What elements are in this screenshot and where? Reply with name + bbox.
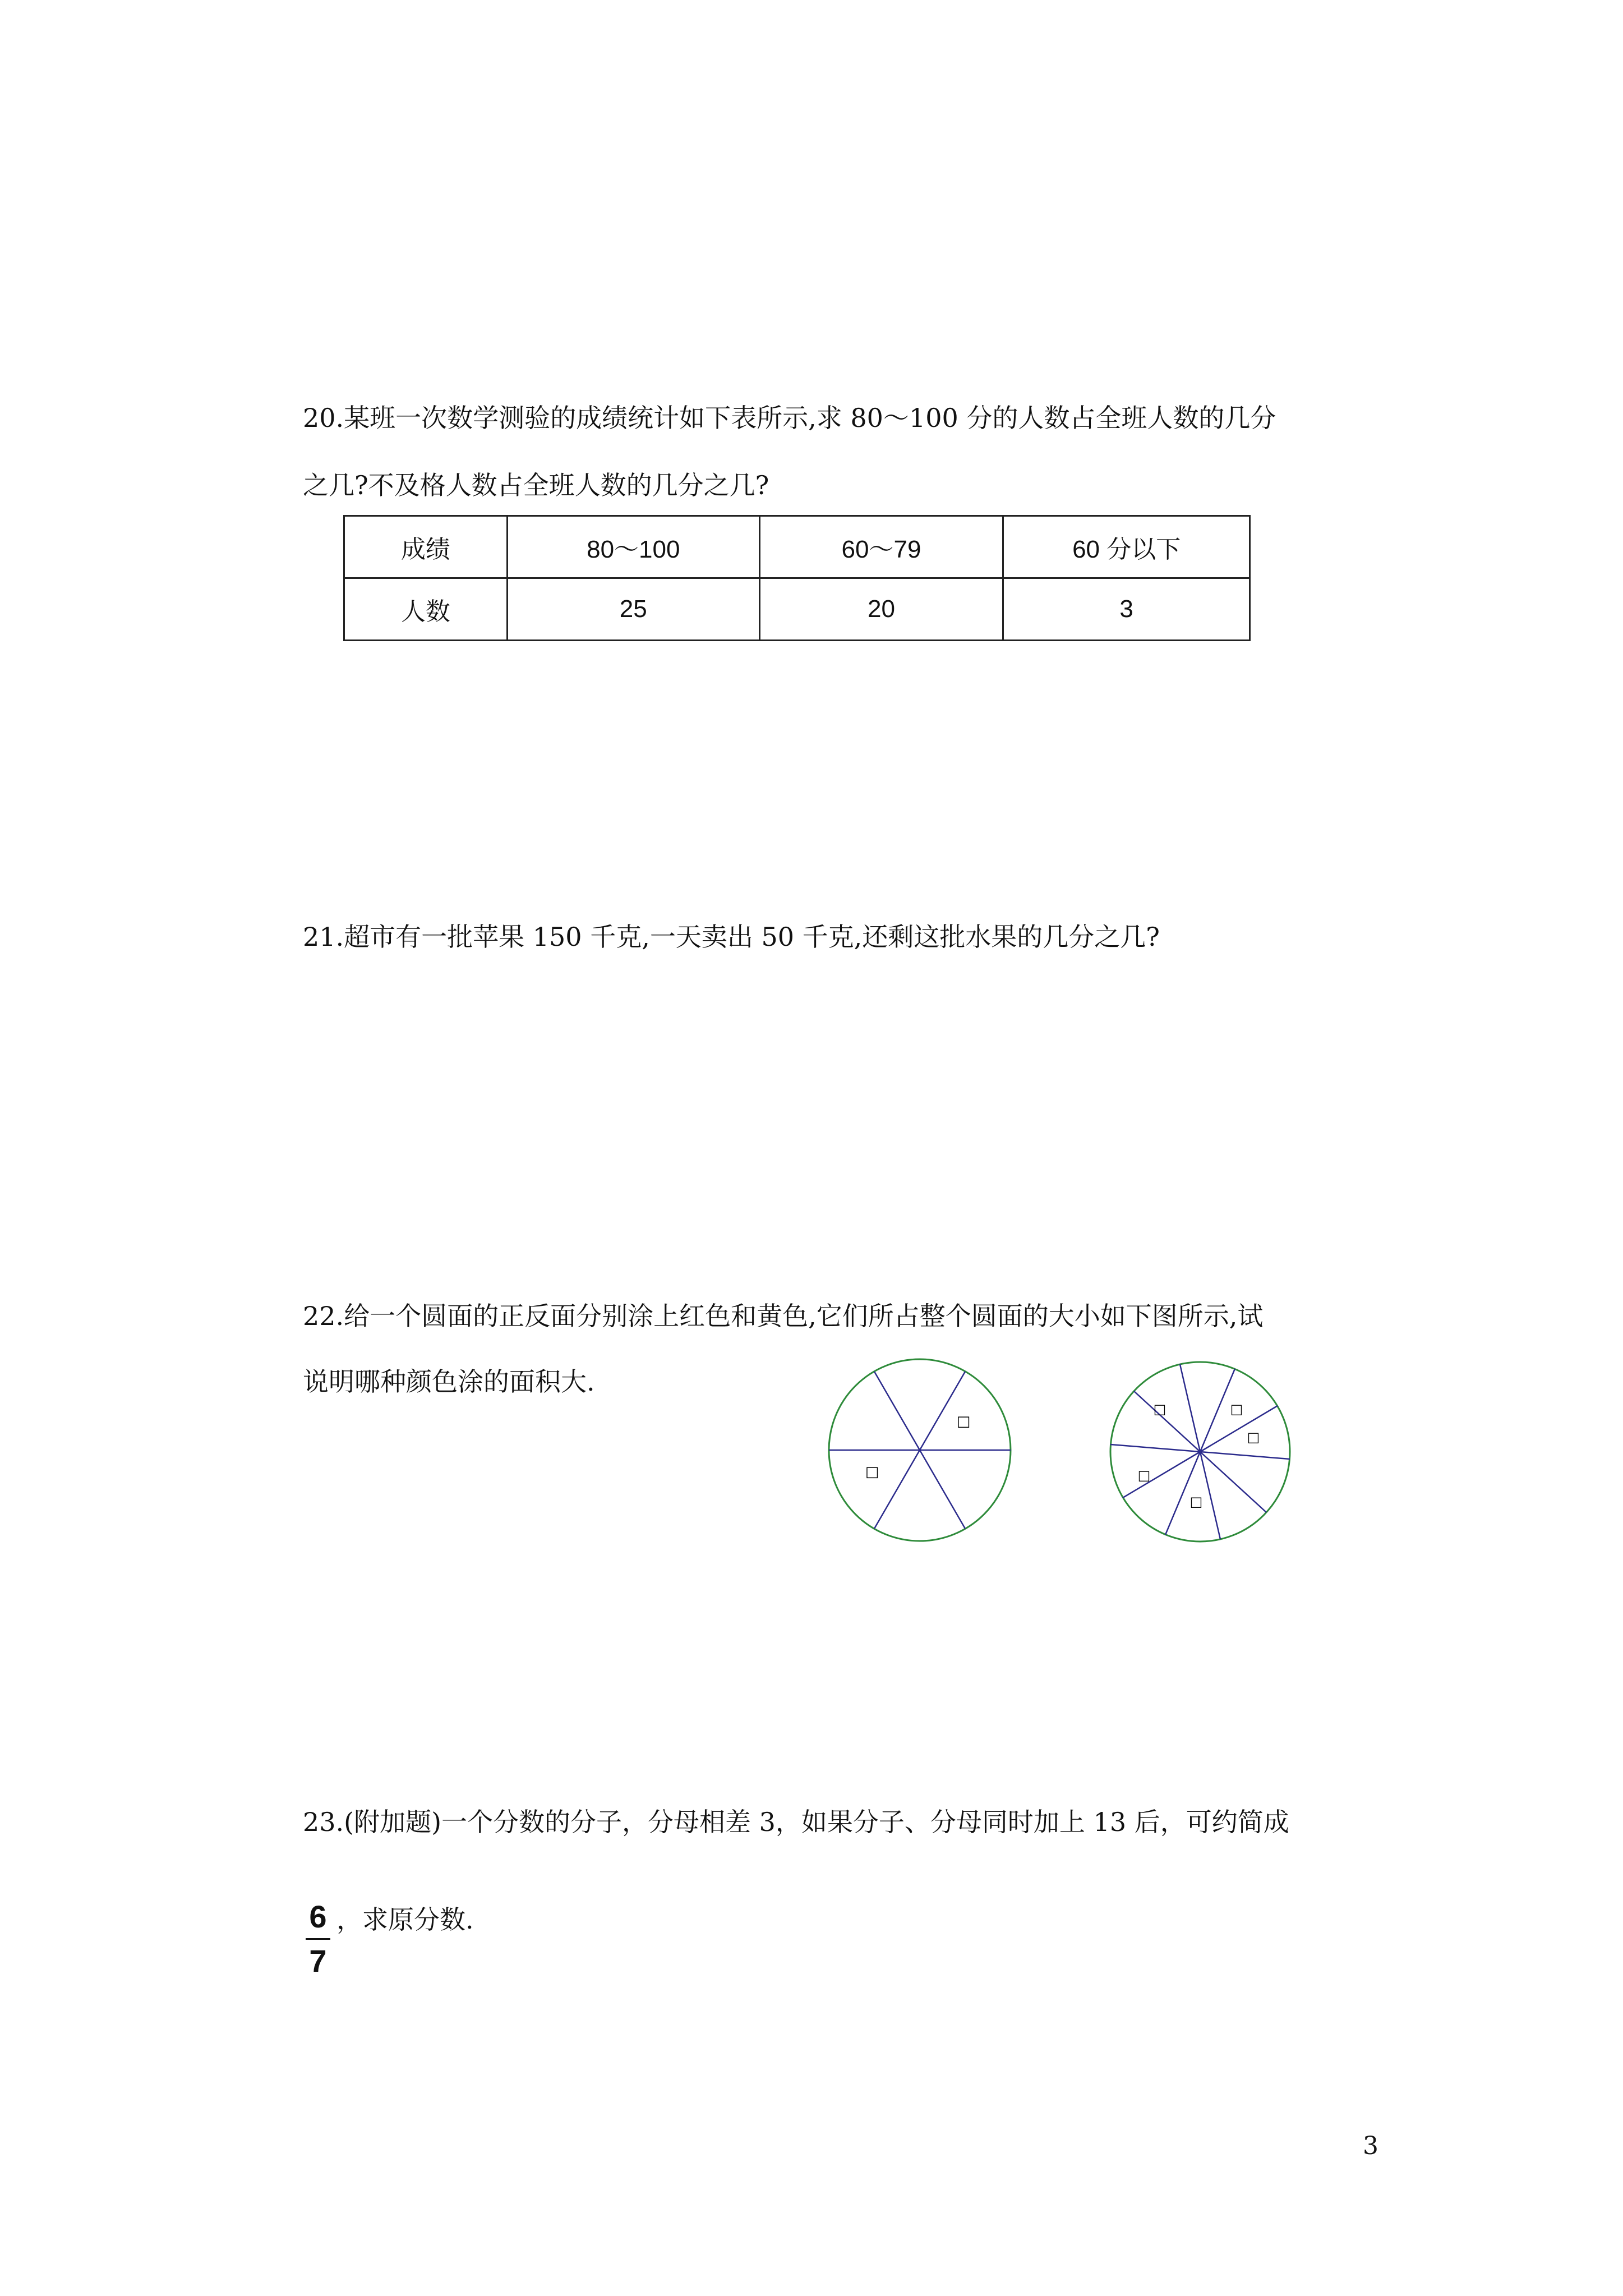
fraction-numerator: 6 bbox=[309, 1899, 327, 1934]
q22-line-2: 说明哪种颜色涂的面积大. bbox=[303, 1366, 595, 1397]
score-table bbox=[343, 515, 1251, 641]
circle-ten-sectors bbox=[1110, 1362, 1290, 1542]
shade-box: □ bbox=[1153, 1401, 1166, 1417]
table-header-cell: 80～100 bbox=[507, 516, 759, 578]
table-cell: 人数 bbox=[344, 578, 508, 641]
circle-spokes bbox=[829, 1372, 1011, 1529]
q20-line-1: 20.某班一次数学测验的成绩统计如下表所示,求 80～100 分的人数占全班人数的几分 bbox=[303, 403, 1276, 433]
page-number: 3 bbox=[1363, 2132, 1378, 2160]
table-cell: 3 bbox=[1003, 578, 1250, 641]
fraction-bar bbox=[306, 1938, 330, 1940]
q20-line-2: 之几?不及格人数占全班人数的几分之几? bbox=[303, 470, 769, 500]
table-header-cell: 60 分以下 bbox=[1003, 516, 1250, 578]
q23-line-1: 23.(附加题)一个分数的分子，分母相差 3，如果分子、分母同时加上 13 后，可约简成 bbox=[303, 1807, 1289, 1837]
circle-six-sectors bbox=[829, 1359, 1011, 1541]
q23-line-2: ，求原分数. bbox=[336, 1904, 474, 1935]
shade-box: □ bbox=[865, 1464, 879, 1480]
table-cell: 25 bbox=[507, 578, 759, 641]
table-header-cell: 成绩 bbox=[344, 516, 508, 578]
shade-box: □ bbox=[1137, 1467, 1151, 1483]
table-row bbox=[344, 578, 1250, 641]
fraction-denominator: 7 bbox=[309, 1943, 327, 1978]
table-row bbox=[344, 516, 1250, 578]
shade-box: □ bbox=[1230, 1401, 1243, 1417]
shade-box: □ bbox=[1247, 1429, 1260, 1445]
fraction-six-sevenths bbox=[305, 1899, 331, 1979]
q22-line-1: 22.给一个圆面的正反面分别涂上红色和黄色,它们所占整个圆面的大小如下图所示,试 bbox=[303, 1301, 1264, 1331]
table-header-cell: 60～79 bbox=[759, 516, 1003, 578]
q21-line-1: 21.超市有一批苹果 150 千克,一天卖出 50 千克,还剩这批水果的几分之几? bbox=[303, 922, 1160, 952]
table-cell: 20 bbox=[759, 578, 1003, 641]
shade-box: □ bbox=[956, 1413, 971, 1430]
shade-box: □ bbox=[1189, 1494, 1203, 1510]
circle-diagrams bbox=[808, 1358, 1312, 1548]
circle-spokes bbox=[1110, 1364, 1290, 1539]
